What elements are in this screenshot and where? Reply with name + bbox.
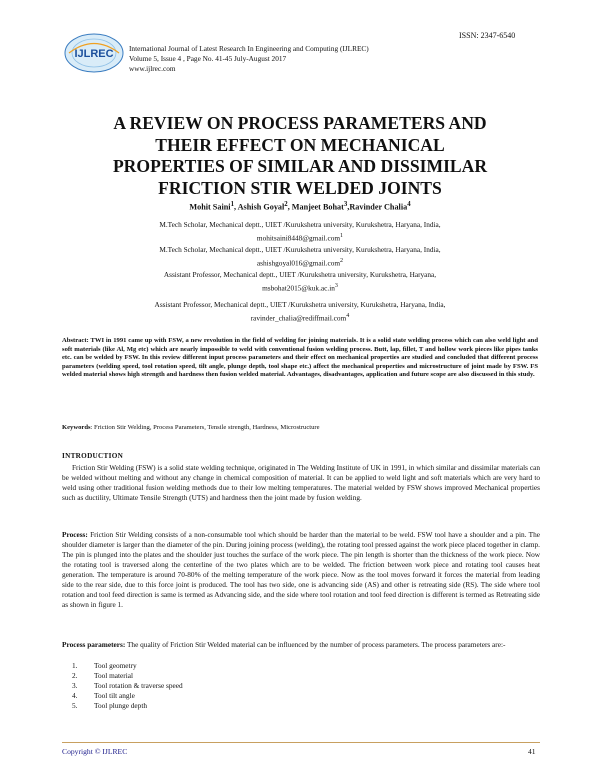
process-parameters-label: Process parameters: — [62, 640, 126, 649]
affiliation-sup: 2 — [340, 257, 344, 264]
author-sup: 3 — [343, 201, 348, 208]
footer-copyright: Copyright © IJLREC — [62, 747, 128, 756]
list-text: Tool material — [94, 671, 133, 680]
affiliation-email[interactable]: msbohat2015@kuk.ac.in — [262, 282, 335, 292]
affiliation — [110, 220, 490, 243]
keywords — [62, 424, 538, 431]
abstract: Abstract: TWI in 1991 came up with FSW, a new revolution in the field of welding for joining materials. It is a solid state welding process which can also weld light and soft materials (like Al, Mg etc) which are nearly impossible to weld with conventional fusion welding process. Butt, lap, fillet, T and hollow work pieces like pipes tanks etc. can be welded by FSW. In this review different input process parameters and their effect on mechanical properties are studied and concluded that different process parameters (welding speed, tool rotation speed, tilt angle, plunge depth, tool shape etc.) affect the mechanical properties and microstructure of joint made by FSW. FS welded material shows high strength and hardness then fusion welded material. Advantages, disadvantages, application and future scope are also discussed in this study. — [62, 337, 538, 379]
introduction-heading: INTRODUCTION — [62, 452, 124, 460]
list-text: Tool rotation & traverse speed — [94, 681, 183, 690]
affiliation-email[interactable]: mohitsaini8448@gmail.com — [256, 232, 341, 242]
author-name: Ravinder Chalia — [349, 202, 408, 212]
list-item — [62, 671, 183, 681]
affiliation — [110, 245, 490, 268]
list-text: Tool tilt angle — [94, 691, 135, 700]
affiliation-email[interactable]: ravinder_chalia@rediffmail.com — [250, 312, 347, 322]
affiliation — [110, 300, 490, 323]
process-parameters-paragraph — [62, 640, 540, 650]
author-name: Ashish Goyal — [237, 202, 285, 212]
author-name: Mohit Saini — [189, 202, 231, 212]
footer-divider — [62, 742, 540, 743]
list-number: 2. — [72, 671, 78, 680]
author-sup: 4 — [407, 201, 411, 208]
title-line: FRICTION STIR WELDED JOINTS — [158, 177, 442, 198]
process-parameters-text: The quality of Friction Stir Welded material can be influenced by the number of process parameters. The process parameters are:- — [125, 640, 506, 649]
list-text: Tool geometry — [94, 661, 137, 670]
journal-info — [129, 44, 369, 74]
journal-url[interactable]: www.ijlrec.com — [129, 64, 176, 73]
list-item — [62, 661, 183, 671]
list-number: 4. — [72, 691, 78, 700]
author-sup: 2 — [284, 201, 288, 208]
list-number: 5. — [72, 701, 78, 710]
author-sup: 1 — [230, 201, 234, 208]
journal-name: International Journal of Latest Research In Engineering and Computing (IJLREC) — [129, 44, 369, 53]
title-line: A REVIEW ON PROCESS PARAMETERS AND — [113, 113, 487, 133]
affiliation-line: Assistant Professor, Mechanical deptt., UIET /Kurukshetra university, Kurukshetra, Haryana, — [163, 270, 437, 279]
affiliation — [110, 270, 490, 293]
list-item — [62, 681, 183, 691]
list-item — [62, 691, 183, 701]
affiliation-line: Assistant Professor, Mechanical deptt., UIET /Kurukshetra university, Kurukshetra, Haryana, India, — [154, 300, 446, 309]
process-paragraph — [62, 530, 540, 610]
process-label: Process: — [62, 530, 88, 539]
logo-text: IJLREC — [74, 48, 114, 60]
affiliation-sup: 1 — [340, 232, 344, 239]
affiliation-email[interactable]: ashishgoyal016@gmail.com — [256, 257, 341, 267]
list-number: 1. — [72, 661, 78, 670]
list-text: Tool plunge depth — [94, 701, 147, 710]
page-number: 41 — [528, 747, 536, 756]
parameter-list — [62, 661, 183, 711]
affiliation-line: M.Tech Scholar, Mechanical deptt., UIET /Kurukshetra university, Kurukshetra, Haryana, India, — [159, 220, 441, 229]
title-line: THEIR EFFECT ON MECHANICAL — [155, 134, 445, 155]
author-list: Mohit Saini$^1$, Ashish Goyal$^2$, Manjeet Bohat$^3$,Ravinder Chalia$^4$ — [189, 201, 411, 212]
keywords-label: Keywords — [62, 424, 91, 431]
list-number: 3. — [72, 681, 78, 690]
author-name: Manjeet Bohat — [291, 202, 344, 212]
introduction-paragraph: Friction Stir Welding (FSW) is a solid state welding technique, originated in The Welding Institute of UK in 1991, in which similar and dissimilar materials can be welded without melting and without any change in chemical composition of material. It can be applied to weld light and soft materials which are very hard to weld using other traditional fusion welding methods due to their low melting temperatures. The material welded by FSW shows improved Mechanical properties such as ductility, Ultimate Tensile Strength (UTS) and hardness then the joint made by fusion welding. — [62, 463, 540, 502]
affiliation-sup: 4 — [346, 312, 350, 319]
volume-line: Volume 5, Issue 4 , Page No. 41-45 July-August 2017 — [129, 54, 287, 63]
keywords-text: : Friction Stir Welding, Process Parameters, Tensile strength, Hardness, Microstructure — [90, 424, 320, 431]
title-line: PROPERTIES OF SIMILAR AND DISSIMILAR — [112, 156, 488, 176]
process-text: Friction Stir Welding consists of a non-consumable tool which should be harder than the material to be weld. FSW tool have a shoulder and a pin. The shoulder diameter is larger than the diameter of the pin. During joining process (welding), the rotating tool pressed against the work piece placed together in clamp. The pin is plunged into the plates and the shoulder just touches the surface of the work piece. The pin length is shorter than the thickness of the work piece. Now the rotating tool is traversed along the centerline of the two plates which are to be welded. The friction between work piece and rotating tool causes heat generation. The temperature is around 70-80% of the melting temperature of the work piece. Now as the tool moves forward it forces the material from leading side to the rear side, due to this force joint is produced. The tool has two side, one is advancing side (AS) and other is retreating side (RS). The side where tool rotation and tool feed direction is same is termed as Advancing side, and the side where tool rotation and tool feed direction is different is termed as Retreating side as shown in figure 1. — [62, 530, 540, 609]
journal-logo — [63, 32, 125, 74]
affiliation-line: M.Tech Scholar, Mechanical deptt., UIET /Kurukshetra university, Kurukshetra, Haryana, India, — [159, 245, 441, 254]
paper-title — [40, 113, 560, 199]
affiliation-sup: 3 — [334, 282, 338, 289]
issn: ISSN: 2347-6540 — [459, 31, 516, 40]
list-item — [62, 701, 183, 711]
